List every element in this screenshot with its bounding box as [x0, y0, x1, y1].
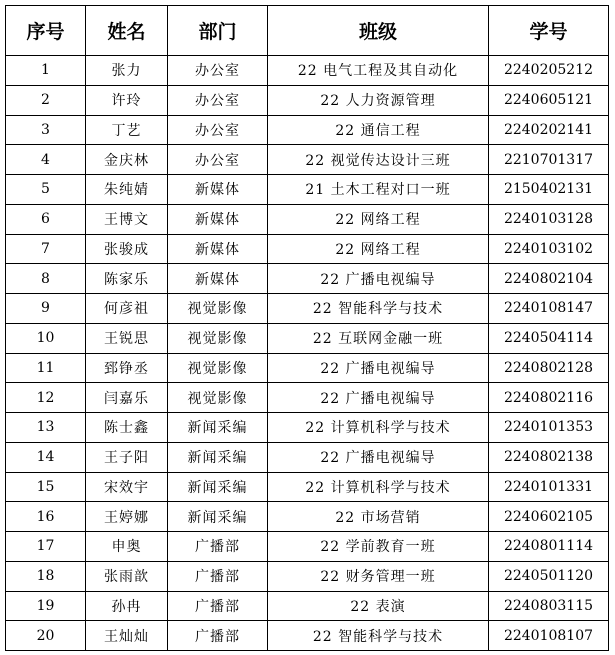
cell-student-id: 2210701317 — [489, 145, 609, 175]
cell-name: 王锐思 — [86, 323, 168, 353]
cell-class: 22 广播电视编导 — [268, 442, 489, 472]
table-row — [6, 234, 609, 264]
cell-student-id: 2240202141 — [489, 115, 609, 145]
cell-name: 陈家乐 — [86, 264, 168, 294]
cell-name: 王灿灿 — [86, 621, 168, 651]
table-row — [6, 591, 609, 621]
cell-student-id: 2240602105 — [489, 502, 609, 532]
table-row — [6, 561, 609, 591]
cell-student-id: 2240802128 — [489, 353, 609, 383]
cell-class: 22 计算机科学与技术 — [268, 472, 489, 502]
cell-class: 22 人力资源管理 — [268, 85, 489, 115]
cell-index: 3 — [6, 115, 86, 145]
cell-name: 王博文 — [86, 204, 168, 234]
cell-department: 视觉影像 — [168, 353, 268, 383]
table-row — [6, 85, 609, 115]
cell-class: 22 表演 — [268, 591, 489, 621]
cell-index: 7 — [6, 234, 86, 264]
cell-name: 何彦祖 — [86, 294, 168, 324]
cell-student-id: 2240802116 — [489, 383, 609, 413]
cell-department: 办公室 — [168, 115, 268, 145]
cell-student-id: 2240108107 — [489, 621, 609, 651]
cell-class: 22 市场营销 — [268, 502, 489, 532]
cell-student-id: 2240205212 — [489, 56, 609, 86]
cell-index: 18 — [6, 561, 86, 591]
cell-name: 张骏成 — [86, 234, 168, 264]
cell-class: 22 智能科学与技术 — [268, 621, 489, 651]
table-row — [6, 56, 609, 86]
cell-student-id: 2240103102 — [489, 234, 609, 264]
cell-class: 22 通信工程 — [268, 115, 489, 145]
table-row — [6, 204, 609, 234]
table-row — [6, 294, 609, 324]
table-row — [6, 145, 609, 175]
cell-class: 22 广播电视编导 — [268, 383, 489, 413]
cell-name: 张雨歆 — [86, 561, 168, 591]
table-row — [6, 115, 609, 145]
cell-index: 1 — [6, 56, 86, 86]
cell-index: 11 — [6, 353, 86, 383]
table-row — [6, 264, 609, 294]
table-row — [6, 175, 609, 205]
cell-student-id: 2240501120 — [489, 561, 609, 591]
cell-class: 22 智能科学与技术 — [268, 294, 489, 324]
cell-department: 广播部 — [168, 621, 268, 651]
cell-student-id: 2240802104 — [489, 264, 609, 294]
table-row — [6, 353, 609, 383]
table-row — [6, 323, 609, 353]
cell-department: 视觉影像 — [168, 294, 268, 324]
cell-index: 4 — [6, 145, 86, 175]
cell-student-id: 2240101331 — [489, 472, 609, 502]
cell-class: 22 广播电视编导 — [268, 353, 489, 383]
cell-class: 22 视觉传达设计三班 — [268, 145, 489, 175]
cell-student-id: 2150402131 — [489, 175, 609, 205]
table-row — [6, 502, 609, 532]
cell-class: 22 广播电视编导 — [268, 264, 489, 294]
cell-index: 12 — [6, 383, 86, 413]
cell-department: 新闻采编 — [168, 442, 268, 472]
cell-department: 新媒体 — [168, 264, 268, 294]
cell-department: 视觉影像 — [168, 323, 268, 353]
cell-student-id: 2240802138 — [489, 442, 609, 472]
cell-name: 张力 — [86, 56, 168, 86]
table-row — [6, 442, 609, 472]
cell-name: 金庆林 — [86, 145, 168, 175]
cell-name: 丁艺 — [86, 115, 168, 145]
cell-name: 孙冉 — [86, 591, 168, 621]
cell-index: 19 — [6, 591, 86, 621]
cell-class: 22 电气工程及其自动化 — [268, 56, 489, 86]
table-body — [6, 56, 609, 651]
cell-class: 22 互联网金融一班 — [268, 323, 489, 353]
cell-department: 广播部 — [168, 532, 268, 562]
cell-department: 广播部 — [168, 591, 268, 621]
cell-index: 9 — [6, 294, 86, 324]
cell-department: 新闻采编 — [168, 502, 268, 532]
cell-student-id: 2240108147 — [489, 294, 609, 324]
cell-department: 新媒体 — [168, 234, 268, 264]
cell-department: 新闻采编 — [168, 472, 268, 502]
table-row — [6, 383, 609, 413]
header-class: 班级 — [268, 6, 489, 56]
header-department: 部门 — [168, 6, 268, 56]
cell-department: 新媒体 — [168, 175, 268, 205]
cell-name: 申奥 — [86, 532, 168, 562]
cell-student-id: 2240803115 — [489, 591, 609, 621]
cell-name: 许玲 — [86, 85, 168, 115]
cell-department: 新闻采编 — [168, 413, 268, 443]
cell-index: 8 — [6, 264, 86, 294]
table-row — [6, 472, 609, 502]
member-table — [5, 5, 609, 651]
cell-index: 14 — [6, 442, 86, 472]
cell-department: 办公室 — [168, 145, 268, 175]
cell-name: 郅铮丞 — [86, 353, 168, 383]
cell-name: 王婷娜 — [86, 502, 168, 532]
cell-student-id: 2240504114 — [489, 323, 609, 353]
cell-index: 16 — [6, 502, 86, 532]
cell-student-id: 2240801114 — [489, 532, 609, 562]
cell-index: 10 — [6, 323, 86, 353]
table-row — [6, 413, 609, 443]
cell-index: 13 — [6, 413, 86, 443]
cell-class: 22 网络工程 — [268, 234, 489, 264]
cell-name: 宋效宇 — [86, 472, 168, 502]
cell-index: 15 — [6, 472, 86, 502]
cell-department: 办公室 — [168, 56, 268, 86]
cell-department: 视觉影像 — [168, 383, 268, 413]
header-row — [6, 6, 609, 56]
table-row — [6, 621, 609, 651]
cell-name: 王子阳 — [86, 442, 168, 472]
cell-index: 2 — [6, 85, 86, 115]
cell-department: 广播部 — [168, 561, 268, 591]
cell-class: 22 网络工程 — [268, 204, 489, 234]
cell-name: 闫嘉乐 — [86, 383, 168, 413]
cell-index: 6 — [6, 204, 86, 234]
cell-index: 17 — [6, 532, 86, 562]
header-index: 序号 — [6, 6, 86, 56]
cell-index: 20 — [6, 621, 86, 651]
header-name: 姓名 — [86, 6, 168, 56]
cell-student-id: 2240103128 — [489, 204, 609, 234]
header-student-id: 学号 — [489, 6, 609, 56]
cell-student-id: 2240101353 — [489, 413, 609, 443]
cell-class: 22 计算机科学与技术 — [268, 413, 489, 443]
cell-class: 22 财务管理一班 — [268, 561, 489, 591]
cell-name: 朱纯婧 — [86, 175, 168, 205]
table-row — [6, 532, 609, 562]
cell-department: 新媒体 — [168, 204, 268, 234]
cell-class: 22 学前教育一班 — [268, 532, 489, 562]
cell-name: 陈士鑫 — [86, 413, 168, 443]
cell-student-id: 2240605121 — [489, 85, 609, 115]
cell-class: 21 土木工程对口一班 — [268, 175, 489, 205]
cell-department: 办公室 — [168, 85, 268, 115]
cell-index: 5 — [6, 175, 86, 205]
